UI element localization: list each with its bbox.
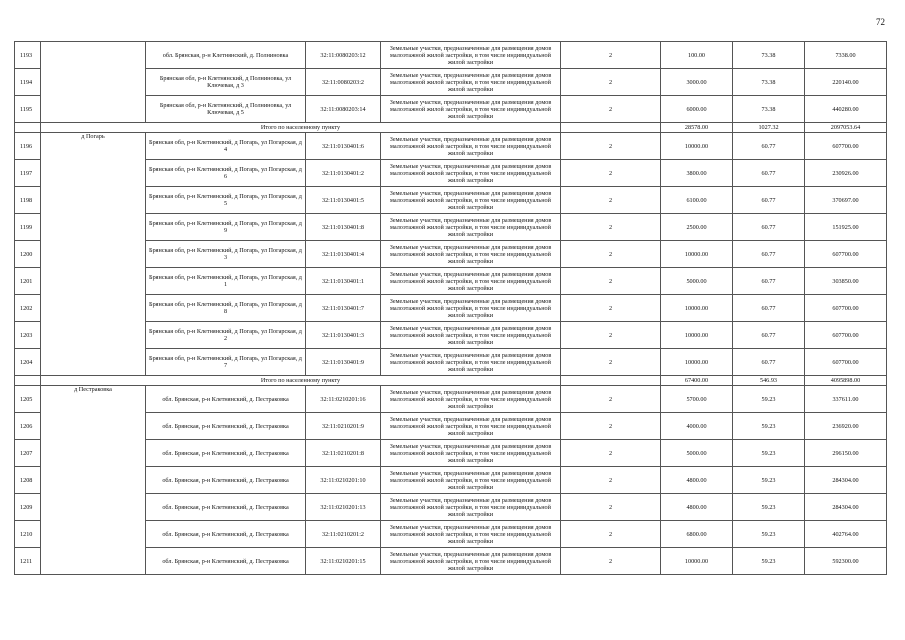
cadastral-number-cell: 32:11:0210201:15 bbox=[306, 548, 381, 575]
table-row bbox=[15, 214, 887, 241]
settlement-cell bbox=[41, 42, 146, 123]
row-number-cell: 1202 bbox=[15, 295, 41, 322]
rate-cell: 60.77 bbox=[733, 295, 805, 322]
table-row bbox=[15, 69, 887, 96]
total-value-cell: 2097053.64 bbox=[805, 123, 887, 133]
empty-cell bbox=[15, 376, 41, 386]
row-number-cell: 1194 bbox=[15, 69, 41, 96]
area-cell: 4800.00 bbox=[661, 467, 733, 494]
rate-cell: 59.23 bbox=[733, 386, 805, 413]
rate-cell: 59.23 bbox=[733, 413, 805, 440]
cadastral-value-cell: 337611.00 bbox=[805, 386, 887, 413]
group-cell: 2 bbox=[561, 214, 661, 241]
cadastral-number-cell: 32:11:0210201:2 bbox=[306, 521, 381, 548]
table-row bbox=[15, 133, 887, 160]
row-number-cell: 1193 bbox=[15, 42, 41, 69]
table-row bbox=[15, 322, 887, 349]
group-cell: 2 bbox=[561, 69, 661, 96]
land-purpose-cell: Земельные участки, предназначенные для размещения домов малоэтажной жилой застройки, в том числе индивидуальной жилой застройки bbox=[381, 548, 561, 575]
land-purpose-cell: Земельные участки, предназначенные для размещения домов малоэтажной жилой застройки, в том числе индивидуальной жилой застройки bbox=[381, 96, 561, 123]
group-cell: 2 bbox=[561, 494, 661, 521]
cadastral-number-cell: 32:11:0130401:2 bbox=[306, 160, 381, 187]
area-cell: 4000.00 bbox=[661, 413, 733, 440]
row-number-cell: 1196 bbox=[15, 133, 41, 160]
table-row bbox=[15, 386, 887, 413]
total-area-cell: 67400.00 bbox=[661, 376, 733, 386]
address-cell: обл. Брянская, р-н Клетнянский, д. Пестраковка bbox=[146, 386, 306, 413]
table-row bbox=[15, 268, 887, 295]
cadastral-value-cell: 220140.00 bbox=[805, 69, 887, 96]
settlement-cell: д Пестраковка bbox=[41, 386, 146, 575]
group-cell: 2 bbox=[561, 187, 661, 214]
cadastral-value-cell: 236920.00 bbox=[805, 413, 887, 440]
area-cell: 2500.00 bbox=[661, 214, 733, 241]
table-row bbox=[15, 42, 887, 69]
row-number-cell: 1201 bbox=[15, 268, 41, 295]
row-number-cell: 1210 bbox=[15, 521, 41, 548]
area-cell: 10000.00 bbox=[661, 295, 733, 322]
cadastral-number-cell: 32:11:0210201:9 bbox=[306, 413, 381, 440]
table-row bbox=[15, 241, 887, 268]
row-number-cell: 1209 bbox=[15, 494, 41, 521]
group-cell: 2 bbox=[561, 467, 661, 494]
group-cell: 2 bbox=[561, 295, 661, 322]
cadastral-value-cell: 370697.00 bbox=[805, 187, 887, 214]
land-purpose-cell: Земельные участки, предназначенные для размещения домов малоэтажной жилой застройки, в том числе индивидуальной жилой застройки bbox=[381, 268, 561, 295]
row-number-cell: 1198 bbox=[15, 187, 41, 214]
cadastral-value-cell: 607700.00 bbox=[805, 349, 887, 376]
rate-cell: 60.77 bbox=[733, 268, 805, 295]
row-number-cell: 1199 bbox=[15, 214, 41, 241]
row-number-cell: 1204 bbox=[15, 349, 41, 376]
cadastral-number-cell: 32:11:0130401:9 bbox=[306, 349, 381, 376]
cadastral-number-cell: 32:11:0210201:16 bbox=[306, 386, 381, 413]
rate-cell: 60.77 bbox=[733, 214, 805, 241]
total-value-cell: 4095898.00 bbox=[805, 376, 887, 386]
cadastral-value-cell: 284304.00 bbox=[805, 467, 887, 494]
land-purpose-cell: Земельные участки, предназначенные для размещения домов малоэтажной жилой застройки, в том числе индивидуальной жилой застройки bbox=[381, 241, 561, 268]
address-cell: Брянская обл, р-н Клетнянский, д Погарь, ул Погарская, д 4 bbox=[146, 133, 306, 160]
land-purpose-cell: Земельные участки, предназначенные для размещения домов малоэтажной жилой застройки, в том числе индивидуальной жилой застройки bbox=[381, 494, 561, 521]
land-purpose-cell: Земельные участки, предназначенные для размещения домов малоэтажной жилой застройки, в том числе индивидуальной жилой застройки bbox=[381, 295, 561, 322]
address-cell: Брянская обл, р-н Клетнянский, д Погарь, ул Погарская, д 7 bbox=[146, 349, 306, 376]
land-purpose-cell: Земельные участки, предназначенные для размещения домов малоэтажной жилой застройки, в том числе индивидуальной жилой застройки bbox=[381, 69, 561, 96]
area-cell: 10000.00 bbox=[661, 322, 733, 349]
cadastral-value-cell: 607700.00 bbox=[805, 241, 887, 268]
area-cell: 10000.00 bbox=[661, 349, 733, 376]
row-number-cell: 1195 bbox=[15, 96, 41, 123]
empty-cell bbox=[15, 123, 41, 133]
table-row bbox=[15, 494, 887, 521]
group-cell: 2 bbox=[561, 160, 661, 187]
address-cell: обл. Брянская, р-н Клетнянский, д. Пестраковка bbox=[146, 494, 306, 521]
rate-cell: 73.38 bbox=[733, 96, 805, 123]
table-row bbox=[15, 349, 887, 376]
page-number: 72 bbox=[876, 17, 885, 27]
group-cell: 2 bbox=[561, 548, 661, 575]
row-number-cell: 1197 bbox=[15, 160, 41, 187]
address-cell: обл. Брянская, р-н Клетнянский, д. Пестраковка bbox=[146, 440, 306, 467]
cadastral-value-cell: 303850.00 bbox=[805, 268, 887, 295]
empty-cell bbox=[561, 123, 661, 133]
rate-cell: 59.23 bbox=[733, 521, 805, 548]
cadastral-value-cell: 607700.00 bbox=[805, 295, 887, 322]
address-cell: Брянская обл, р-н Клетнянский, д Погарь, ул Погарская, д 1 bbox=[146, 268, 306, 295]
cadastral-number-cell: 32:11:0210201:8 bbox=[306, 440, 381, 467]
table-row bbox=[15, 160, 887, 187]
land-purpose-cell: Земельные участки, предназначенные для размещения домов малоэтажной жилой застройки, в том числе индивидуальной жилой застройки bbox=[381, 133, 561, 160]
address-cell: обл. Брянская, р-н Клетнянский, д. Полниновка bbox=[146, 42, 306, 69]
address-cell: Брянская обл, р-н Клетнянский, д Погарь, ул Погарская, д 6 bbox=[146, 160, 306, 187]
table-row bbox=[15, 440, 887, 467]
address-cell: Брянская обл, р-н Клетнянский, д Погарь, ул Погарская, д 5 bbox=[146, 187, 306, 214]
cadastral-number-cell: 32:11:0080203:14 bbox=[306, 96, 381, 123]
table-row bbox=[15, 548, 887, 575]
rate-cell: 60.77 bbox=[733, 241, 805, 268]
registry-body bbox=[15, 42, 887, 575]
row-number-cell: 1211 bbox=[15, 548, 41, 575]
rate-cell: 60.77 bbox=[733, 187, 805, 214]
land-purpose-cell: Земельные участки, предназначенные для размещения домов малоэтажной жилой застройки, в том числе индивидуальной жилой застройки bbox=[381, 160, 561, 187]
table-row bbox=[15, 187, 887, 214]
rate-cell: 60.77 bbox=[733, 160, 805, 187]
land-purpose-cell: Земельные участки, предназначенные для размещения домов малоэтажной жилой застройки, в том числе индивидуальной жилой застройки bbox=[381, 386, 561, 413]
cadastral-value-cell: 296150.00 bbox=[805, 440, 887, 467]
area-cell: 100.00 bbox=[661, 42, 733, 69]
rate-cell: 73.38 bbox=[733, 69, 805, 96]
area-cell: 4800.00 bbox=[661, 494, 733, 521]
rate-cell: 59.23 bbox=[733, 440, 805, 467]
area-cell: 5000.00 bbox=[661, 268, 733, 295]
cadastral-value-cell: 284304.00 bbox=[805, 494, 887, 521]
group-cell: 2 bbox=[561, 521, 661, 548]
address-cell: Брянская обл, р-н Клетнянский, д Погарь, ул Погарская, д 9 bbox=[146, 214, 306, 241]
area-cell: 5000.00 bbox=[661, 440, 733, 467]
cadastral-value-cell: 607700.00 bbox=[805, 322, 887, 349]
land-purpose-cell: Земельные участки, предназначенные для размещения домов малоэтажной жилой застройки, в том числе индивидуальной жилой застройки bbox=[381, 187, 561, 214]
settlement-total-row bbox=[15, 123, 887, 133]
group-cell: 2 bbox=[561, 96, 661, 123]
row-number-cell: 1207 bbox=[15, 440, 41, 467]
total-rate-cell: 546.93 bbox=[733, 376, 805, 386]
area-cell: 6100.00 bbox=[661, 187, 733, 214]
land-purpose-cell: Земельные участки, предназначенные для размещения домов малоэтажной жилой застройки, в том числе индивидуальной жилой застройки bbox=[381, 349, 561, 376]
group-cell: 2 bbox=[561, 322, 661, 349]
settlement-cell: д Погарь bbox=[41, 133, 146, 376]
table-row bbox=[15, 413, 887, 440]
cadastral-number-cell: 32:11:0210201:13 bbox=[306, 494, 381, 521]
group-cell: 2 bbox=[561, 440, 661, 467]
land-purpose-cell: Земельные участки, предназначенные для размещения домов малоэтажной жилой застройки, в том числе индивидуальной жилой застройки bbox=[381, 521, 561, 548]
rate-cell: 73.38 bbox=[733, 42, 805, 69]
land-purpose-cell: Земельные участки, предназначенные для размещения домов малоэтажной жилой застройки, в том числе индивидуальной жилой застройки bbox=[381, 214, 561, 241]
group-cell: 2 bbox=[561, 413, 661, 440]
area-cell: 6000.00 bbox=[661, 96, 733, 123]
table-row bbox=[15, 96, 887, 123]
cadastral-value-cell: 402764.00 bbox=[805, 521, 887, 548]
total-area-cell: 28578.00 bbox=[661, 123, 733, 133]
cadastral-number-cell: 32:11:0080203:12 bbox=[306, 42, 381, 69]
group-cell: 2 bbox=[561, 241, 661, 268]
rate-cell: 60.77 bbox=[733, 133, 805, 160]
cadastral-value-cell: 151925.00 bbox=[805, 214, 887, 241]
area-cell: 5700.00 bbox=[661, 386, 733, 413]
group-cell: 2 bbox=[561, 386, 661, 413]
cadastral-number-cell: 32:11:0130401:4 bbox=[306, 241, 381, 268]
area-cell: 10000.00 bbox=[661, 241, 733, 268]
rate-cell: 60.77 bbox=[733, 322, 805, 349]
area-cell: 6800.00 bbox=[661, 521, 733, 548]
group-cell: 2 bbox=[561, 42, 661, 69]
row-number-cell: 1205 bbox=[15, 386, 41, 413]
settlement-total-label: Итого по населенному пункту bbox=[41, 123, 561, 133]
address-cell: Брянская обл, р-н Клетнянский, д Полниновка, ул Ключевая, д 3 bbox=[146, 69, 306, 96]
total-rate-cell: 1027.32 bbox=[733, 123, 805, 133]
rate-cell: 59.23 bbox=[733, 467, 805, 494]
cadastral-value-cell: 440280.00 bbox=[805, 96, 887, 123]
empty-cell bbox=[561, 376, 661, 386]
address-cell: обл. Брянская, р-н Клетнянский, д. Пестраковка bbox=[146, 548, 306, 575]
cadastral-number-cell: 32:11:0130401:5 bbox=[306, 187, 381, 214]
rate-cell: 59.23 bbox=[733, 494, 805, 521]
area-cell: 3000.00 bbox=[661, 69, 733, 96]
address-cell: Брянская обл, р-н Клетнянский, д Погарь, ул Погарская, д 8 bbox=[146, 295, 306, 322]
address-cell: Брянская обл, р-н Клетнянский, д Погарь, ул Погарская, д 2 bbox=[146, 322, 306, 349]
cadastral-number-cell: 32:11:0130401:7 bbox=[306, 295, 381, 322]
row-number-cell: 1200 bbox=[15, 241, 41, 268]
cadastral-value-cell: 592300.00 bbox=[805, 548, 887, 575]
land-purpose-cell: Земельные участки, предназначенные для размещения домов малоэтажной жилой застройки, в том числе индивидуальной жилой застройки bbox=[381, 440, 561, 467]
table-row bbox=[15, 521, 887, 548]
land-purpose-cell: Земельные участки, предназначенные для размещения домов малоэтажной жилой застройки, в том числе индивидуальной жилой застройки bbox=[381, 42, 561, 69]
settlement-total-row bbox=[15, 376, 887, 386]
group-cell: 2 bbox=[561, 133, 661, 160]
address-cell: Брянская обл, р-н Клетнянский, д Погарь, ул Погарская, д 3 bbox=[146, 241, 306, 268]
cadastral-number-cell: 32:11:0080203:2 bbox=[306, 69, 381, 96]
cadastral-number-cell: 32:11:0130401:1 bbox=[306, 268, 381, 295]
settlement-total-label: Итого по населенному пункту bbox=[41, 376, 561, 386]
cadastral-value-cell: 230926.00 bbox=[805, 160, 887, 187]
cadastral-number-cell: 32:11:0130401:8 bbox=[306, 214, 381, 241]
row-number-cell: 1203 bbox=[15, 322, 41, 349]
rate-cell: 59.23 bbox=[733, 548, 805, 575]
cadastral-number-cell: 32:11:0130401:3 bbox=[306, 322, 381, 349]
cadastral-number-cell: 32:11:0210201:10 bbox=[306, 467, 381, 494]
row-number-cell: 1208 bbox=[15, 467, 41, 494]
group-cell: 2 bbox=[561, 268, 661, 295]
rate-cell: 60.77 bbox=[733, 349, 805, 376]
land-purpose-cell: Земельные участки, предназначенные для размещения домов малоэтажной жилой застройки, в том числе индивидуальной жилой застройки bbox=[381, 322, 561, 349]
group-cell: 2 bbox=[561, 349, 661, 376]
cadastral-value-cell: 607700.00 bbox=[805, 133, 887, 160]
land-purpose-cell: Земельные участки, предназначенные для размещения домов малоэтажной жилой застройки, в том числе индивидуальной жилой застройки bbox=[381, 467, 561, 494]
registry-table bbox=[14, 41, 887, 575]
table-row bbox=[15, 295, 887, 322]
area-cell: 3800.00 bbox=[661, 160, 733, 187]
land-purpose-cell: Земельные участки, предназначенные для размещения домов малоэтажной жилой застройки, в том числе индивидуальной жилой застройки bbox=[381, 413, 561, 440]
row-number-cell: 1206 bbox=[15, 413, 41, 440]
address-cell: обл. Брянская, р-н Клетнянский, д. Пестраковка bbox=[146, 413, 306, 440]
address-cell: обл. Брянская, р-н Клетнянский, д. Пестраковка bbox=[146, 521, 306, 548]
area-cell: 10000.00 bbox=[661, 133, 733, 160]
table-row bbox=[15, 467, 887, 494]
address-cell: обл. Брянская, р-н Клетнянский, д. Пестраковка bbox=[146, 467, 306, 494]
area-cell: 10000.00 bbox=[661, 548, 733, 575]
address-cell: Брянская обл, р-н Клетнянский, д Полниновка, ул Ключевая, д 5 bbox=[146, 96, 306, 123]
cadastral-value-cell: 7338.00 bbox=[805, 42, 887, 69]
cadastral-number-cell: 32:11:0130401:6 bbox=[306, 133, 381, 160]
